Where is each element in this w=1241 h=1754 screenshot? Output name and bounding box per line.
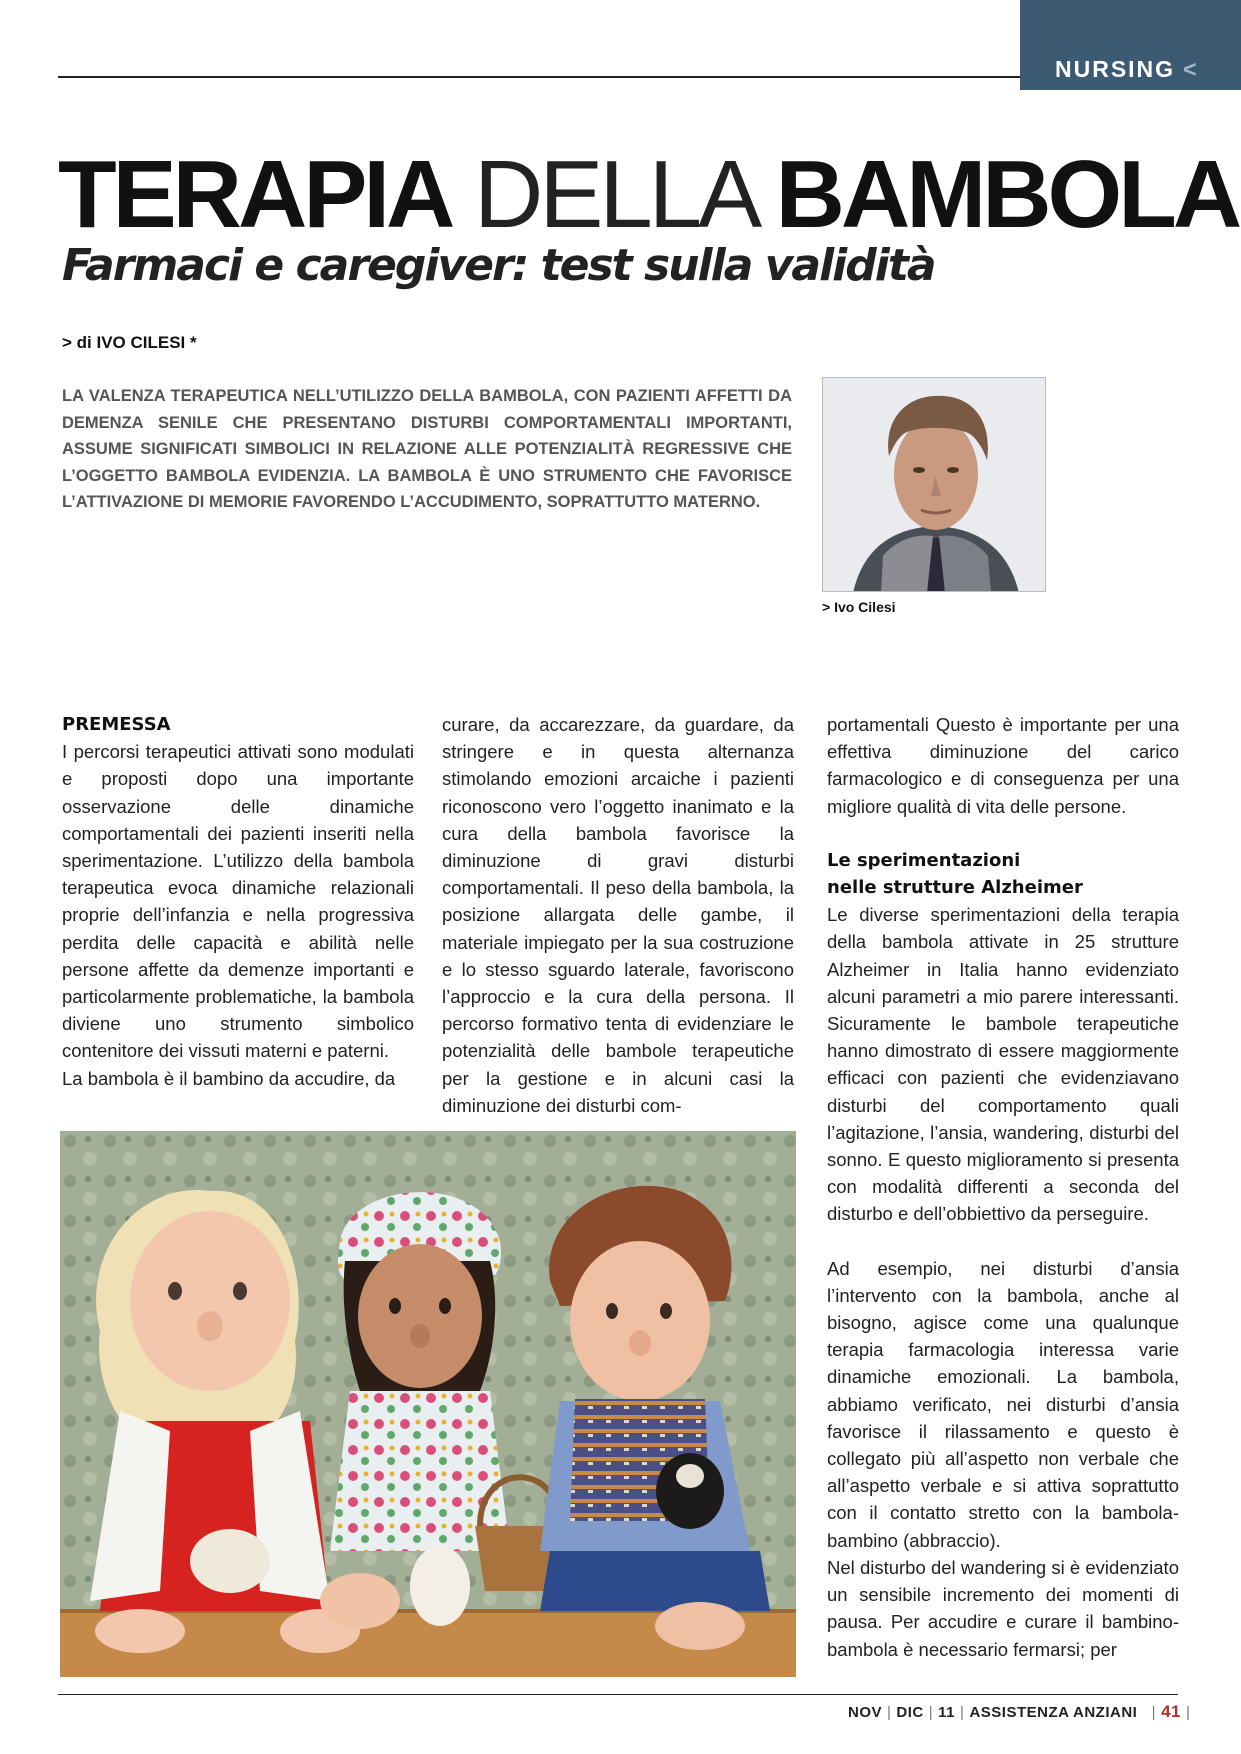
footer-separator: | <box>928 1704 934 1721</box>
paragraph: portamentali Questo è importante per una effettiva diminuzione del carico farmacologico e di conseguenza per una migliore qualità di vita delle persone. <box>827 714 1179 817</box>
heading-sperimentazioni-line2: nelle strutture Alzheimer <box>827 877 1083 899</box>
spacer <box>827 820 1179 847</box>
title-word-della: DELLA <box>474 141 753 248</box>
paragraph: Nel disturbo del wandering si è evidenziato un sensibile incremento dei momenti di pausa. Per accudire e curare il bambino-bambola è necessario fermarsi; per <box>827 1556 1179 1660</box>
footer-month-2: DIC <box>896 1704 924 1721</box>
footer-separator: | <box>1142 1704 1157 1721</box>
article-subtitle: Farmaci e caregiver: test sulla validità <box>62 240 935 291</box>
section-label <box>1055 56 1199 83</box>
byline: > di IVO CILESI * <box>62 333 197 352</box>
paragraph: Le diverse sperimentazioni della terapia della bambola attivate in 25 strutture Alzheimer in Italia hanno evidenziato alcuni parametri a mio parere interessanti. Sicuramente le bambole terapeutiche hanno dimostrato di essere maggiormente efficaci con pazienti che evidenziavano disturbi del comportamento quali l’agitazione, l’ansia, wandering, disturbi del sonno. E questo miglioramento si presenta con modalità differenti a seconda del disturbo e dell’obbiettivo da perseguire. <box>827 904 1179 1225</box>
footer-rule <box>58 1694 1178 1695</box>
paragraph: Ad esempio, nei disturbi d’ansia l’intervento con la bambola, anche al bisogno, agisce come una qualunque terapia farmacologia interessa varie dinamiche emozionali. La bambola, abbiamo verificato, nei disturbi d’ansia favorisce il rilassamento e questo è collegato più all’aspetto non verbale che all’aspetto verbale e si attiva soprattutto con il contatto stretto con la bambola-bambino (abbraccio). <box>827 1257 1179 1551</box>
title-word-bambola: BAMBOLA <box>775 141 1239 248</box>
spacer <box>827 1228 1179 1255</box>
footer-magazine: ASSISTENZA ANZIANI <box>969 1704 1138 1721</box>
chevron-left-icon: < <box>1183 56 1199 82</box>
body-column-1 <box>62 711 414 1092</box>
dolls-photo <box>60 1131 796 1677</box>
page-footer <box>848 1702 1195 1722</box>
footer-month-1: NOV <box>848 1704 883 1721</box>
header-rule <box>58 76 1020 78</box>
section-name: NURSING <box>1055 56 1176 82</box>
heading-sperimentazioni: Le sperimentazioni <box>827 849 1021 871</box>
author-portrait-illustration <box>823 378 1046 592</box>
paragraph: curare, da accarezzare, da guardare, da stringere e in questa alternanza stimolando emozioni arcaiche i pazienti riconoscono vero l’oggetto inanimato e la cura della bambola favorisce la diminuzione di gravi disturbi comportamentali. Il peso della bambola, la posizione allargata delle gambe, il materiale impiegato per la sua costruzione e lo stesso sguardo laterale, favoriscono l’approccio e la cura della persona. Il percorso formativo tenta di evidenziare le potenzialità delle bambole terapeutiche per la gestione e in alcuni casi la diminuzione dei disturbi com- <box>442 714 794 1116</box>
lead-paragraph: LA VALENZA TERAPEUTICA NELL’UTILIZZO DELLA BAMBOLA, CON PAZIENTI AFFETTI DA DEMENZA SENILE CHE PRESENTANO DISTURBI COMPORTAMENTALI IMPORTANTI, ASSUME SIGNIFICATI SIMBOLICI IN RELAZIONE ALLE POTENZIALITÀ REGRESSIVE CHE L’OGGETTO BAMBOLA EVIDENZIA. LA BAMBOLA È UNO STRUMENTO CHE FAVORISCE L’ATTIVAZIONE DI MEMORIE FAVORENDO L’ACCUDIMENTO, SOPRATTUTTO MATERNO. <box>62 387 792 511</box>
paragraph: La bambola è il bambino da accudire, da <box>62 1067 396 1089</box>
photo-caption: > Ivo Cilesi <box>822 599 896 615</box>
footer-separator: | <box>1186 1704 1191 1721</box>
article-title <box>58 141 1239 248</box>
page-number: 41 <box>1161 1702 1181 1721</box>
body-column-2 <box>442 711 794 1119</box>
footer-separator: | <box>887 1704 892 1721</box>
author-photo <box>822 377 1046 592</box>
footer-year: 11 <box>938 1704 956 1721</box>
dolls-illustration <box>60 1131 796 1677</box>
heading-premessa: PREMESSA <box>62 714 171 735</box>
paragraph: I percorsi terapeutici attivati sono modulati e proposti dopo una importante osservazione delle dinamiche comportamentali dei pazienti inseriti nella sperimentazione. L’utilizzo della bambola terapeutica evoca dinamiche relazionali proprie dell’infanzia e nella progressiva perdita delle capacità e abilità nelle persone affette da demenze importanti e particolarmente problematiche, la bambola diviene uno strumento simbolico contenitore dei vissuti materni e paterni. <box>62 741 414 1062</box>
title-word-terapia: TERAPIA <box>58 141 452 248</box>
body-column-3 <box>827 711 1179 1663</box>
footer-separator: | <box>960 1704 965 1721</box>
